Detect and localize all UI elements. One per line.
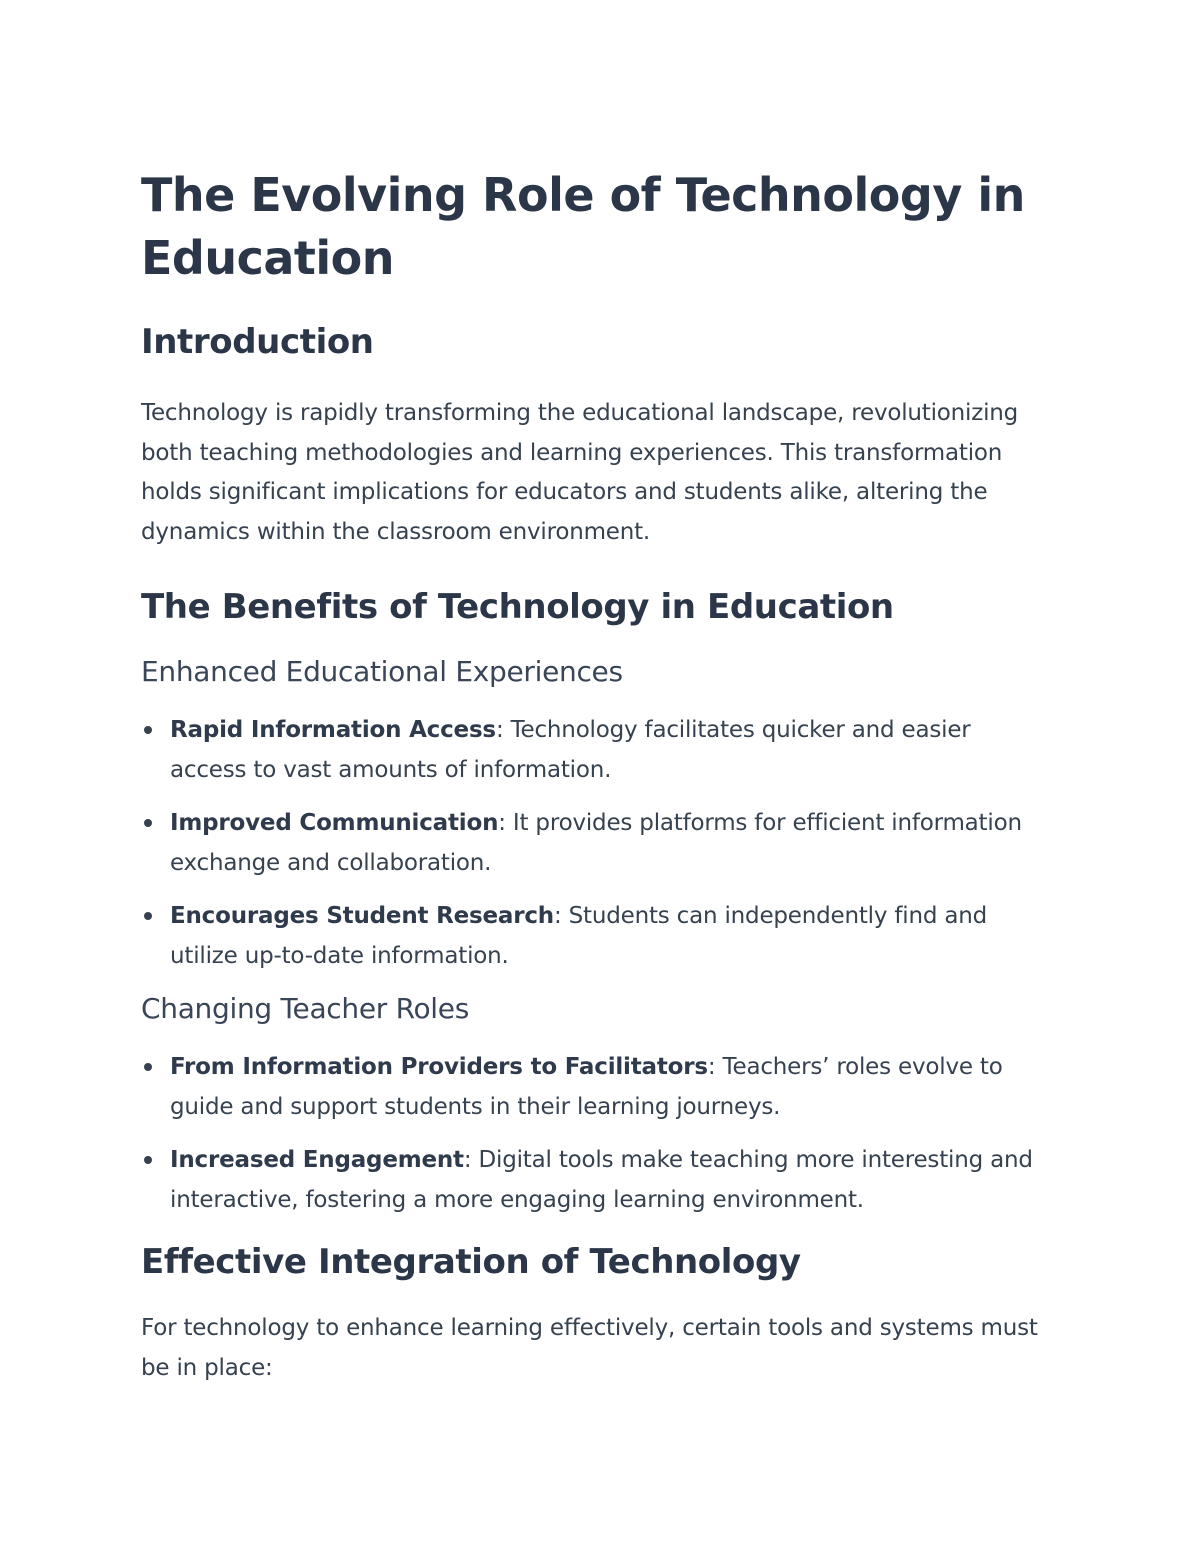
bullet-icon [144,726,152,734]
list-item-text: : Teachers’ roles evolve to guide and support students in their learning journeys. [170,1054,1003,1120]
list-item-text: : It provides platforms for efficient information exchange and collaboration. [170,810,1022,876]
subsection-heading-changing-teacher-roles: Changing Teacher Roles [141,992,470,1025]
list-item-label: Encourages Student Research [170,903,554,929]
list-item [141,1140,1050,1220]
changing-teacher-roles-list [141,1047,1050,1220]
list-item-label: Rapid Information Access [170,717,496,743]
list-item-label: Increased Engagement [170,1147,464,1173]
integration-paragraph: For technology to enhance learning effectively, certain tools and systems must be in place: [141,1315,1038,1381]
page-title: The Evolving Role of Technology in Education [141,168,1025,285]
bullet-icon [144,1063,152,1071]
section-heading-benefits: The Benefits of Technology in Education [141,587,894,627]
list-item [141,710,1050,790]
subsection-heading-enhanced-experiences: Enhanced Educational Experiences [141,655,623,688]
list-item-text: : Students can independently find and utilize up-to-date information. [170,903,988,969]
introduction-paragraph: Technology is rapidly transforming the educational landscape, revolutionizing both teaching methodologies and learning experiences. This transformation holds significant implications for educators and students alike, altering the dynamics within the classroom environment. [141,400,1019,545]
enhanced-experiences-list [141,710,1050,976]
list-item-label: Improved Communication [170,810,499,836]
section-heading-introduction: Introduction [141,322,374,362]
bullet-icon [144,1156,152,1164]
list-item [141,803,1050,883]
bullet-icon [144,912,152,920]
list-item [141,896,1050,976]
bullet-icon [144,819,152,827]
section-heading-integration: Effective Integration of Technology [141,1242,801,1282]
list-item-label: From Information Providers to Facilitators [170,1054,708,1080]
list-item [141,1047,1050,1127]
list-item-text: : Digital tools make teaching more interesting and interactive, fostering a more engaging learning environment. [170,1147,1033,1213]
list-item-text: : Technology facilitates quicker and easier access to vast amounts of information. [170,717,971,783]
